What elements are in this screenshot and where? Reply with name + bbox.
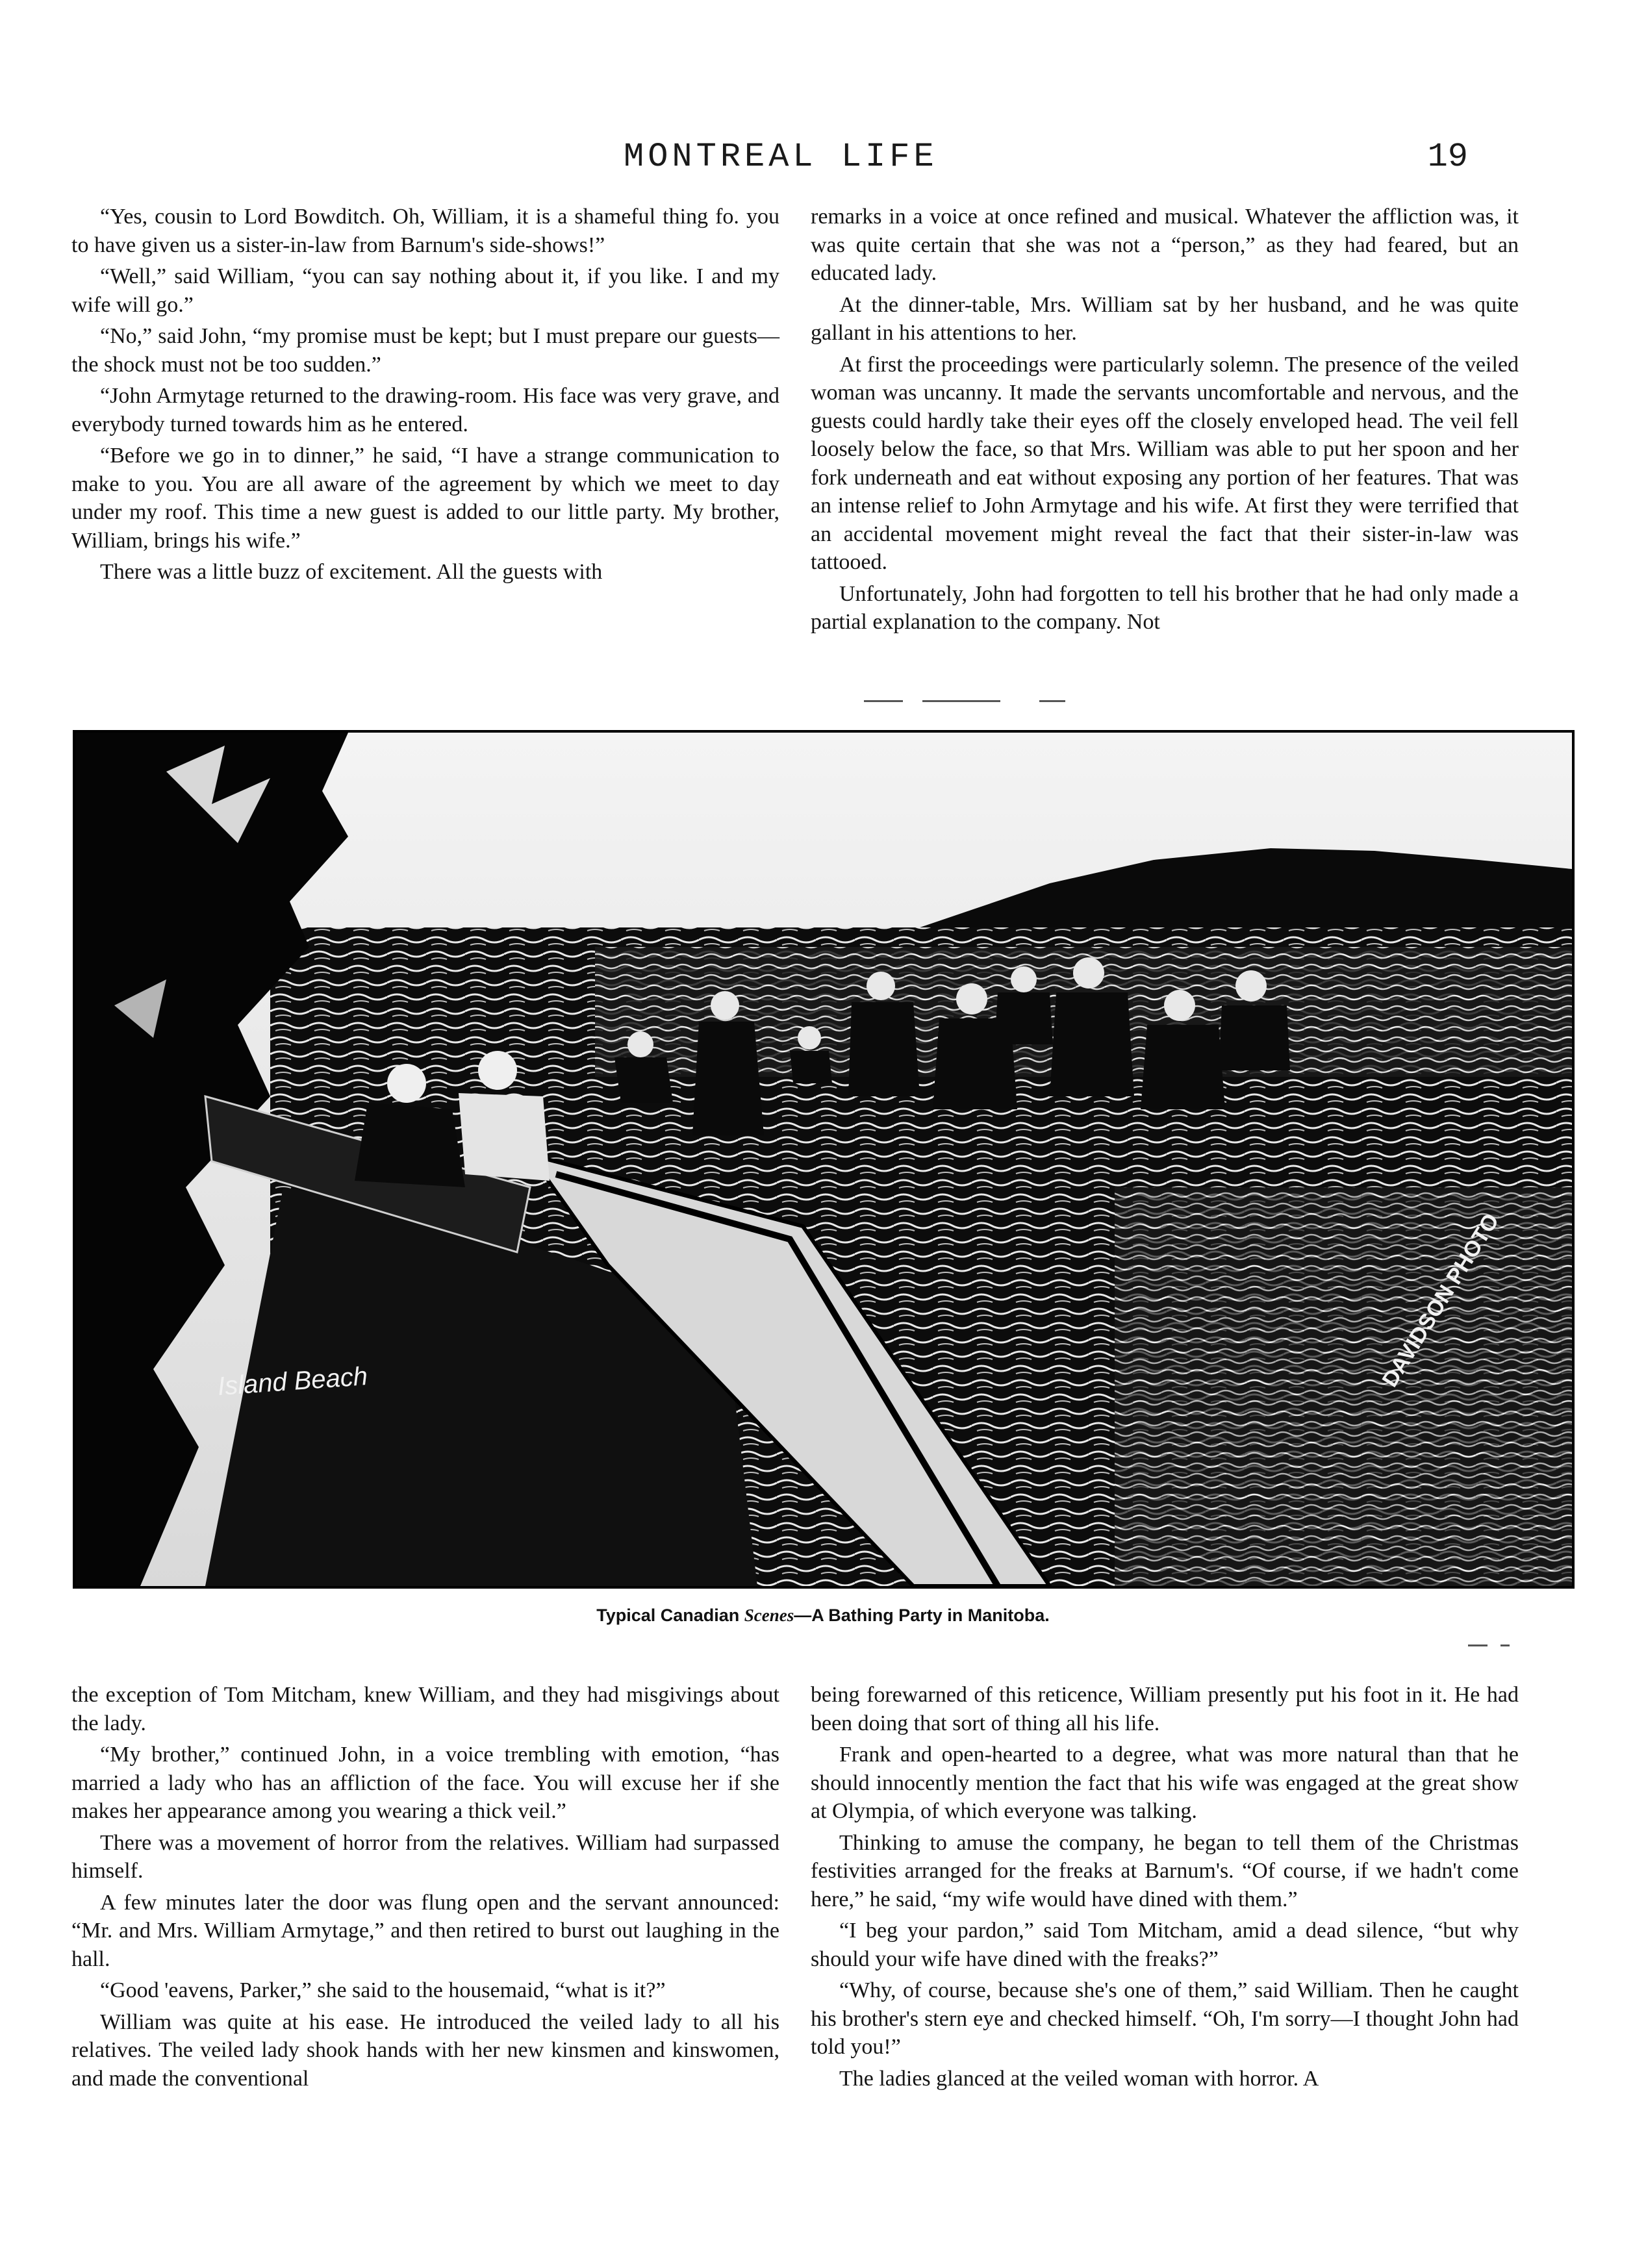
paragraph: The ladies glanced at the veiled woman with horror. A xyxy=(839,2066,1319,2091)
paragraph: “Why, of course, because she's one of them,” said William. Then he caught his brother's stern eye and checked himself. “Oh, I'm sorry—I thought John had told you!” xyxy=(811,1978,1519,2059)
column-bottom-right xyxy=(811,1681,1519,2096)
photo-inscription-left: Island Beach xyxy=(216,1361,369,1401)
paragraph: “Well,” said William, “you can say nothing about it, if you like. I and my wife will go.” xyxy=(71,264,779,317)
paragraph: At the dinner-table, Mrs. William sat by her husband, and he was quite gallant in his attentions to her. xyxy=(811,292,1519,345)
masthead-title: MONTREAL LIFE xyxy=(624,138,938,176)
photo-inscription-right: DAVIDSON PHOTO xyxy=(1377,1209,1504,1392)
page-number: 19 xyxy=(1427,138,1468,176)
divider xyxy=(864,700,903,702)
divider xyxy=(1468,1644,1488,1646)
paragraph: “Good 'eavens, Parker,” she said to the housemaid, “what is it?” xyxy=(100,1978,666,2002)
paragraph: remarks in a voice at once refined and musical. Whatever the affliction was, it was quite certain that she was not a “person,” as they had feared, but an educated lady. xyxy=(811,205,1519,285)
paragraph: At first the proceedings were particularly solemn. The presence of the veiled woman was uncanny. It made the servants uncomfortable and nervous, and the guests could hardly take their eyes off the closely enveloped head. The veil fell loosely below the face, so that Mrs. William was able to put her spoon and her fork underneath and eat without exposing any portion of her features. That was an intense relief to John Armytage and his wife. At first they were terrified that an accidental movement might reveal the fact that their sister-in-law was tattooed. xyxy=(811,352,1519,574)
column-top-right xyxy=(811,203,1519,640)
column-bottom-left xyxy=(71,1681,779,2096)
paragraph: A few minutes later the door was flung open and the servant announced: “Mr. and Mrs. William Armytage,” and then retired to burst out laughing in the hall. xyxy=(71,1890,779,1971)
paragraph: “Yes, cousin to Lord Bowditch. Oh, William, it is a shameful thing fo. you to have given us a sister-in-law from Barnum's side-shows!” xyxy=(71,205,779,257)
paragraph: Frank and open-hearted to a degree, what was more natural than that he should innocently mention the fact that his wife was engaged at the great show at Olympia, of which everyone was talking. xyxy=(811,1743,1519,1823)
paragraph: Thinking to amuse the company, he began to tell them of the Christmas festivities arranged for the freaks at Barnum's. “Of course, if we hadn't come here,” he said, “my wife would have dined with them.” xyxy=(811,1830,1519,1911)
caption-prefix: Typical Canadian xyxy=(596,1606,744,1625)
divider xyxy=(1039,700,1065,702)
paragraph: There was a movement of horror from the relatives. William had surpassed himself. xyxy=(71,1830,779,1883)
divider xyxy=(1500,1644,1510,1646)
bathing-party-photo xyxy=(73,730,1575,1589)
photo-illustration xyxy=(75,733,1572,1586)
divider xyxy=(922,700,1000,702)
caption-italic: Scenes xyxy=(744,1606,794,1625)
paragraph: There was a little buzz of excitement. All the guests with xyxy=(100,560,603,584)
paragraph: Unfortunately, John had forgotten to tell his brother that he had only made a partial explanation to the company. Not xyxy=(811,581,1519,634)
caption-suffix: —A Bathing Party in Manitoba. xyxy=(794,1606,1050,1625)
paragraph: the exception of Tom Mitcham, knew William, and they had misgivings about the lady. xyxy=(71,1683,779,1735)
page-header xyxy=(624,138,1468,177)
photo-caption xyxy=(0,1606,1646,1626)
paragraph: “No,” said John, “my promise must be kept; but I must prepare our guests—the shock must not be too sudden.” xyxy=(71,324,779,377)
paragraph: William was quite at his ease. He introduced the veiled lady to all his relatives. The veiled lady shook hands with her new kinsmen and kinswomen, and made the conventional xyxy=(71,2010,779,2091)
paragraph: being forewarned of this reticence, William presently put his foot in it. He had been doing that sort of thing all his life. xyxy=(811,1683,1519,1735)
column-top-left xyxy=(71,203,779,590)
paragraph: “My brother,” continued John, in a voice trembling with emotion, “has married a lady who has an affliction of the face. You will excuse her if she makes her appearance among you wearing a thick veil.” xyxy=(71,1743,779,1823)
paragraph: “John Armytage returned to the drawing-room. His face was very grave, and everybody turned towards him as he entered. xyxy=(71,384,779,436)
paragraph: “Before we go in to dinner,” he said, “I have a strange communication to make to you. You are all aware of the agreement by which we meet to day under my roof. This time a new guest is added to our little party. My brother, William, brings his wife.” xyxy=(71,444,779,553)
paragraph: “I beg your pardon,” said Tom Mitcham, amid a dead silence, “but why should your wife have dined with the freaks?” xyxy=(811,1919,1519,1971)
